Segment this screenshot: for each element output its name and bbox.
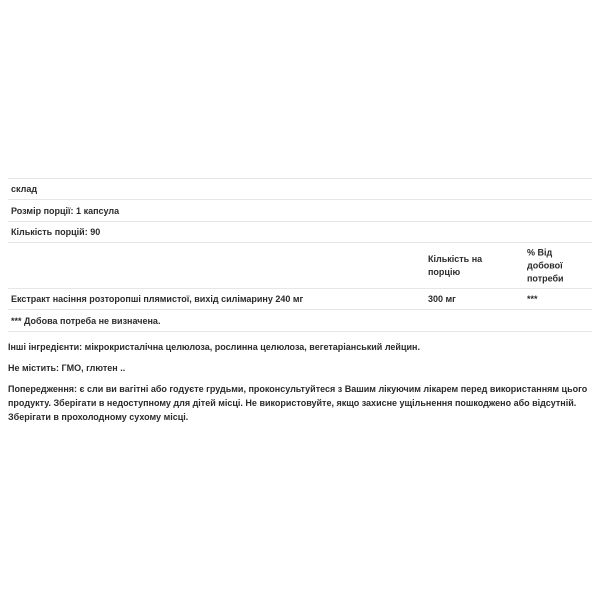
- table-title: склад: [11, 184, 38, 194]
- header-amount: Кількість на порцію: [428, 253, 483, 277]
- footnote: *** Добова потреба не визначена.: [11, 315, 161, 326]
- serving-size: Розмір порції: 1 капсула: [11, 205, 120, 216]
- ingredient-amount: 300 мг: [428, 294, 456, 304]
- free-from: Не містить: ГМО, глютен ..: [8, 363, 126, 373]
- supplement-facts-table: [8, 178, 592, 332]
- ingredient-daily-value: ***: [527, 294, 538, 304]
- servings-per-container: Кількість порцій: 90: [11, 227, 101, 237]
- table-row: [8, 289, 592, 310]
- table-header-row: [8, 243, 592, 289]
- other-ingredients: Інші інгредієнти: мікрокристалічна целюлоза, рослинна целюлоза, вегетаріанський лейцин.: [8, 342, 420, 352]
- warning-text: Попередження: є сли ви вагітні або годуєте грудьми, проконсультуйтеся з Вашим лікуючим лікарем перед використанням цього продукту. Зберігати в недоступному для дітей місці. Не використовуйте, якщо захисне ущільнення пошкоджено або відсутній. Зберігати в прохолодному сухому місці.: [8, 384, 588, 422]
- ingredient-name: Екстракт насіння розторопші плямистої, вихід силімарину 240 мг: [11, 294, 304, 304]
- table-title-row: [8, 179, 592, 200]
- servings-row: [8, 222, 592, 243]
- header-daily-value: % Від добової потреби: [527, 247, 564, 283]
- serving-size-row: [8, 200, 592, 222]
- footnote-row: [8, 310, 592, 332]
